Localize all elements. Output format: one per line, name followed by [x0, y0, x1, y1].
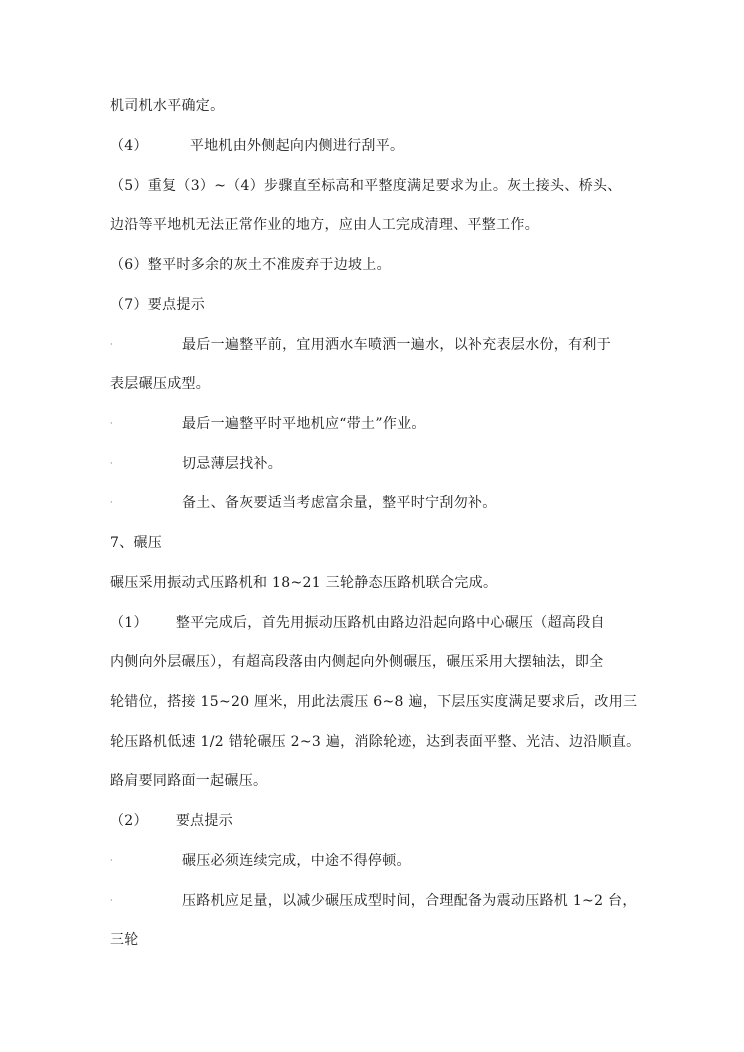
paragraph-line: 轮压路机低速 1/2 错轮碾压 2~3 遍，消除轮迹，达到表面平整、光洁、边沿顺直。	[110, 734, 641, 750]
bullet-marker: ·	[110, 896, 113, 905]
list-item-1	[110, 614, 640, 632]
paragraph-line: （6）整平时多余的灰土不准废弃于边坡上。	[110, 257, 391, 273]
paragraph-line: （5）重复（3）~（4）步骤直至标高和平整度满足要求为止。灰土接头、桥头、	[110, 178, 622, 194]
paragraph-line: 轮错位，搭接 15~20 厘米，用此法震压 6~8 遍，下层压实度满足要求后，改用三	[110, 694, 638, 710]
list-text: 整平完成后，首先用振动压路机由路边沿起向路中心碾压（超高段自	[175, 615, 605, 631]
paragraph-line: 碾压采用振动式压路机和 18~21 三轮静态压路机联合完成。	[110, 575, 498, 591]
list-text: 要点提示	[175, 813, 234, 829]
bullet-marker: ·	[110, 340, 113, 349]
bullet-text: 最后一遍整平时平地机应“带土”作业。	[182, 416, 426, 432]
bullet-marker: ·	[110, 856, 113, 865]
bullet-text: 压路机应足量，以减少碾压成型时间，合理配备为震动压路机 1~2 台，	[182, 893, 637, 909]
paragraph-line: 表层碾压成型。	[110, 376, 211, 392]
section-heading: 7、碾压	[110, 535, 163, 551]
paragraph-line: 机司机水平确定。	[110, 98, 225, 114]
bullet-text: 切忌薄层找补。	[182, 456, 283, 472]
bullet-marker: ·	[110, 459, 113, 468]
list-item-4	[110, 137, 640, 155]
bullet-marker: ·	[110, 498, 113, 507]
paragraph-line: 三轮	[110, 932, 139, 948]
bullet-text: 碾压必须连续完成，中途不得停顿。	[182, 853, 411, 869]
paragraph-line: 边沿等平地机无法正常作业的地方，应由人工完成清理、平整工作。	[110, 217, 539, 233]
paragraph-line: 路肩要同路面一起碾压。	[110, 773, 268, 789]
list-item-2	[110, 812, 640, 830]
bullet-marker: ·	[110, 419, 113, 428]
bullet-text: 备土、备灰要适当考虑富余量，整平时宁刮勿补。	[182, 495, 497, 511]
list-text: 平地机由外侧起向内侧进行刮平。	[189, 138, 405, 154]
list-number: （4）	[110, 138, 148, 154]
paragraph-line: 内侧向外层碾压），有超高段落由内侧起向外侧碾压，碾压采用大摆轴法，即全	[110, 654, 604, 670]
list-number: （1）	[110, 615, 148, 631]
bullet-text: 最后一遍整平前，宜用洒水车喷洒一遍水，以补充表层水份，有利于	[182, 337, 611, 353]
paragraph-line: （7）要点提示	[110, 297, 206, 313]
list-number: （2）	[110, 813, 148, 829]
